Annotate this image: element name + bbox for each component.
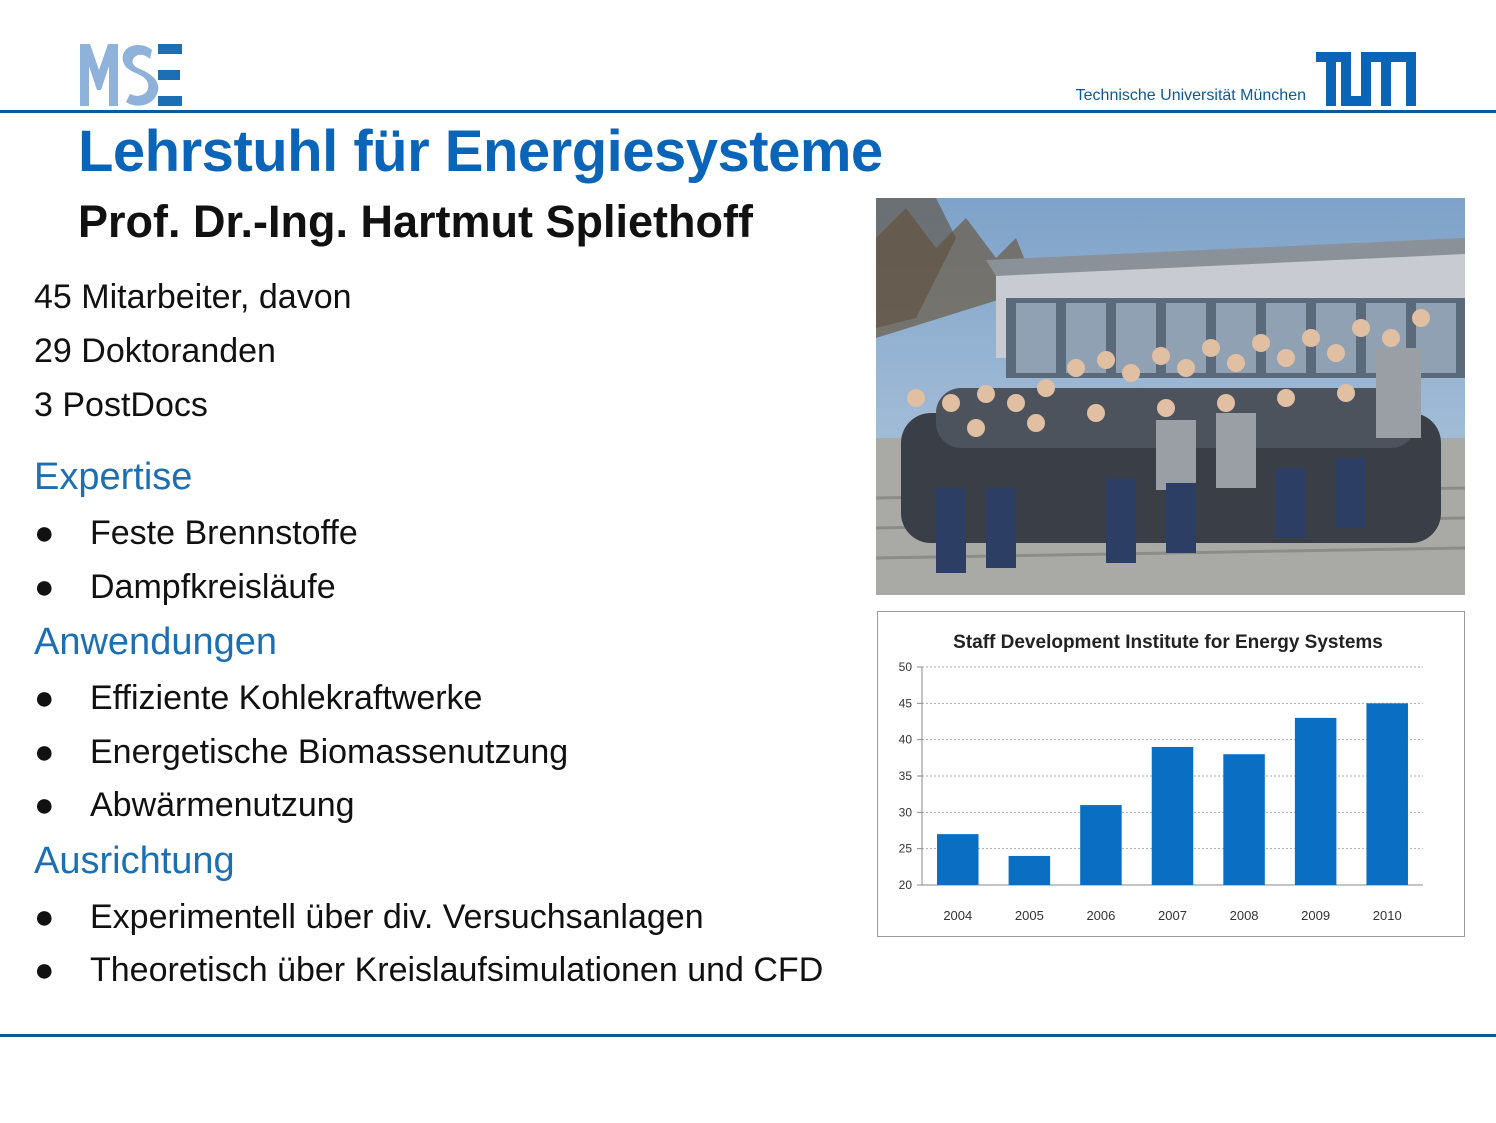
section-heading-anwendungen: Anwendungen: [34, 621, 277, 663]
mse-logo: [80, 44, 182, 106]
bar: [1009, 856, 1051, 885]
y-tick-label: 30: [898, 805, 912, 820]
x-tick-label: 2009: [1301, 908, 1331, 923]
bar: [1295, 718, 1337, 885]
x-tick-label: 2004: [943, 908, 973, 923]
x-tick-label: 2005: [1014, 908, 1044, 923]
bullet-icon: ●: [34, 786, 55, 824]
page-subtitle: Prof. Dr.-Ing. Hartmut Spliethoff: [78, 196, 753, 247]
y-tick-label: 45: [898, 696, 912, 711]
university-name: Technische Universität München: [1075, 87, 1306, 104]
group-photo: [876, 198, 1465, 595]
header-rule: [0, 110, 1496, 113]
bullet-icon: ●: [34, 514, 55, 552]
list-item: ● Effiziente Kohlekraftwerke: [34, 679, 483, 717]
y-tick-label: 50: [898, 660, 912, 674]
stat-staff: 45 Mitarbeiter, davon: [34, 278, 352, 316]
y-tick-label: 40: [898, 732, 912, 747]
bullet-icon: ●: [34, 679, 55, 717]
list-item: ● Theoretisch über Kreislaufsimulationen und CFD: [34, 951, 824, 989]
page-title: Lehrstuhl für Energiesysteme: [78, 119, 883, 184]
x-tick-label: 2008: [1229, 908, 1259, 923]
list-item: ● Energetische Biomassenutzung: [34, 733, 569, 771]
bar: [937, 834, 979, 885]
y-tick-label: 20: [898, 878, 912, 892]
list-item: ● Feste Brennstoffe: [34, 514, 358, 552]
chart-title: Staff Development Institute for Energy Systems: [953, 632, 1383, 653]
stat-doctoral: 29 Doktoranden: [34, 332, 276, 370]
footer-rule: [0, 1034, 1496, 1037]
bullet-icon: ●: [34, 733, 55, 771]
list-item: ● Experimentell über div. Versuchsanlagen: [34, 898, 704, 936]
list-item: ● Abwärmenutzung: [34, 786, 355, 824]
stat-postdocs: 3 PostDocs: [34, 386, 208, 424]
tum-logo: [1316, 52, 1416, 106]
x-tick-label: 2010: [1372, 908, 1402, 923]
section-heading-ausrichtung: Ausrichtung: [34, 840, 235, 882]
chart-canvas: [878, 612, 1464, 936]
bar: [1223, 754, 1265, 885]
bullet-icon: ●: [34, 951, 55, 989]
bullet-icon: ●: [34, 898, 55, 936]
bar: [1366, 703, 1408, 885]
bar: [1152, 747, 1194, 885]
x-tick-label: 2007: [1158, 908, 1187, 923]
section-heading-expertise: Expertise: [34, 456, 193, 498]
bar: [1080, 805, 1122, 885]
y-tick-label: 35: [898, 769, 912, 783]
list-item: ● Dampfkreisläufe: [34, 568, 336, 606]
staff-chart: [877, 611, 1465, 937]
bullet-icon: ●: [34, 568, 55, 606]
y-tick-label: 25: [898, 841, 912, 856]
x-tick-label: 2006: [1086, 908, 1116, 923]
